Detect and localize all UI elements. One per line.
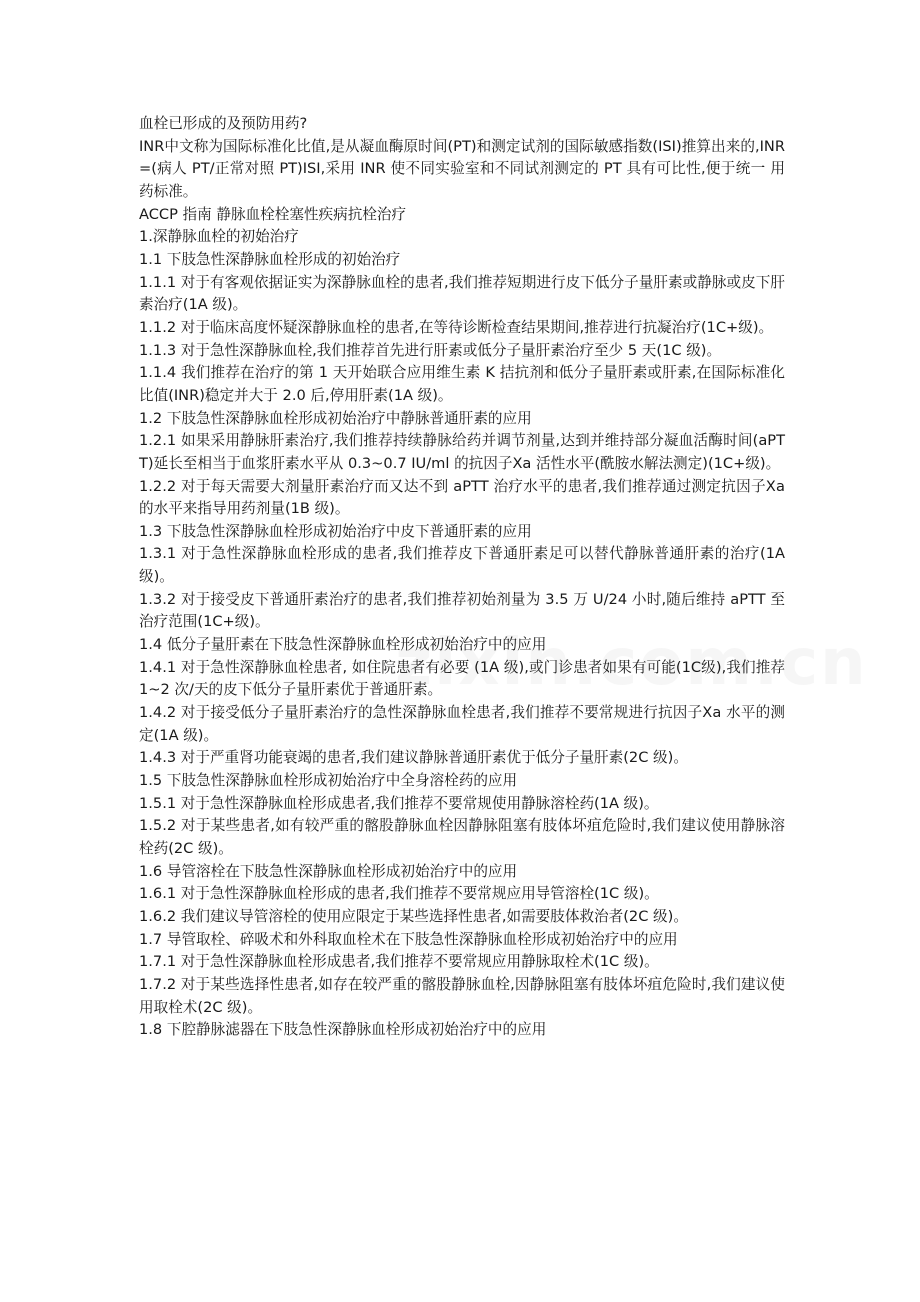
list-item: 1.1.4 我们推荐在治疗的第 1 天开始联合应用维生素 K 拮抗剂和低分子量肝素或肝素,在国际标准化比值(INR)稳定并大于 2.0 后,停用肝素(1A 级)。	[139, 364, 785, 404]
list-item: 1.4.2 对于接受低分子量肝素治疗的急性深静脉血栓患者,我们推荐不要常规进行抗因子Ⅹa 水平的测定(1A 级)。	[139, 704, 785, 744]
subsection-heading: 1.7 导管取栓、碎吸术和外科取血栓术在下肢急性深静脉血栓形成初始治疗中的应用	[139, 930, 678, 948]
list-item: 1.2.2 对于每天需要大剂量肝素治疗而又达不到 aPTT 治疗水平的患者,我们推荐通过测定抗因子Ⅹa 的水平来指导用药剂量(1B 级)。	[139, 477, 785, 518]
subsection-heading: 1.1 下肢急性深静脉血栓形成的初始治疗	[139, 250, 401, 268]
list-item: 1.7.1 对于急性深静脉血栓形成患者,我们推荐不要常规应用静脉取栓术(1C 级)。	[139, 953, 659, 971]
list-item: 1.5.1 对于急性深静脉血栓形成患者,我们推荐不要常规使用静脉溶栓药(1A 级)。	[139, 794, 659, 812]
list-item: 1.7.2 对于某些选择性患者,如存在较严重的髂股静脉血栓,因静脉阻塞有肢体坏疽危险时,我们建议使用取栓术(2C 级)。	[139, 975, 785, 1016]
list-item: 1.6.2 我们建议导管溶栓的使用应限定于某些选择性患者,如需要肢体救治者(2C 级)。	[139, 907, 688, 925]
subsection-heading: 1.8 下腔静脉滤器在下肢急性深静脉血栓形成初始治疗中的应用	[139, 1021, 547, 1039]
list-item: 1.5.2 对于某些患者,如有较严重的髂股静脉血栓因静脉阻塞有肢体坏疽危险时,我们建议使用静脉溶栓药(2C 级)。	[139, 817, 785, 857]
section-title-accp: ACCP 指南 静脉血栓栓塞性疾病抗栓治疗	[139, 205, 407, 223]
section-heading: 1.深静脉血栓的初始治疗	[139, 228, 299, 246]
subsection-heading: 1.6 导管溶栓在下肢急性深静脉血栓形成初始治疗中的应用	[139, 862, 518, 880]
list-item: 1.1.1 对于有客观依据证实为深静脉血栓的患者,我们推荐短期进行皮下低分子量肝素或静脉或皮下肝素治疗(1A 级)。	[139, 273, 785, 314]
subsection-heading: 1.4 低分子量肝素在下肢急性深静脉血栓形成初始治疗中的应用	[139, 636, 547, 654]
list-item: 1.1.2 对于临床高度怀疑深静脉血栓的患者,在等待诊断检查结果期间,推荐进行抗凝治疗(1C+级)。	[139, 318, 774, 336]
paragraph-inr-definition: INR中文称为国际标准化比值,是从凝血酶原时间(PT)和测定试剂的国际敏感指数(ISI)推算出来的,INR=(病人 PT/正常对照 PT)ISI,采用 INR 使不同实验室和不同试剂测定的 PT 具有可比性,便于统一 用药标准。	[139, 137, 785, 200]
list-item: 1.4.1 对于急性深静脉血栓患者, 如住院患者有必要 (1A 级),或门诊患者如果有可能(1C级),我们推荐 1~2 次/天的皮下低分子量肝素优于普通肝素。	[139, 658, 785, 699]
document-heading: 血栓已形成的及预防用药?	[139, 115, 308, 132]
list-item: 1.1.3 对于急性深静脉血栓,我们推荐首先进行肝素或低分子量肝素治疗至少 5 天(1C 级)。	[139, 341, 722, 359]
list-item: 1.3.2 对于接受皮下普通肝素治疗的患者,我们推荐初始剂量为 3.5 万 U/24 小时,随后维持 aPTT 至治疗范围(1C+级)。	[139, 590, 785, 631]
subsection-heading: 1.2 下肢急性深静脉血栓形成初始治疗中静脉普通肝素的应用	[139, 409, 532, 427]
list-item: 1.3.1 对于急性深静脉血栓形成的患者,我们推荐皮下普通肝素足可以替代静脉普通肝素的治疗(1A 级)。	[139, 545, 785, 586]
subsection-heading: 1.3 下肢急性深静脉血栓形成初始治疗中皮下普通肝素的应用	[139, 522, 532, 540]
list-item: 1.4.3 对于严重肾功能衰竭的患者,我们建议静脉普通肝素优于低分子量肝素(2C 级)。	[139, 749, 688, 767]
document-page	[139, 113, 785, 1042]
list-item: 1.2.1 如果采用静脉肝素治疗,我们推荐持续静脉给药并调节剂量,达到并维持部分凝血活酶时间(aPTT)延长至相当于血浆肝素水平从 0.3~0.7 IU/ml 的抗因子Ⅹa 活性水平(酰胺水解法测定)(1C+级)。	[139, 432, 785, 472]
list-item: 1.6.1 对于急性深静脉血栓形成的患者,我们推荐不要常规应用导管溶栓(1C 级)。	[139, 885, 659, 903]
subsection-heading: 1.5 下肢急性深静脉血栓形成初始治疗中全身溶栓药的应用	[139, 772, 518, 790]
